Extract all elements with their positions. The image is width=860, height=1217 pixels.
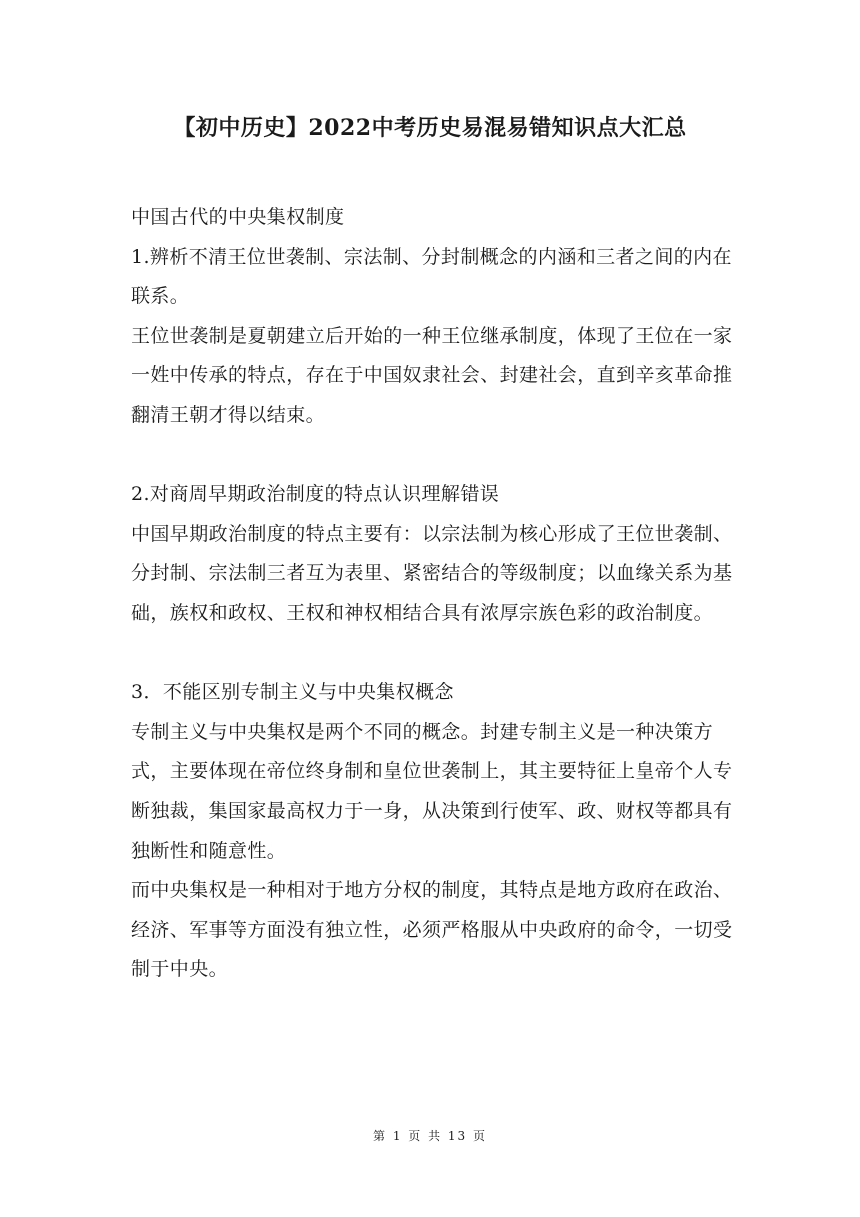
document-body — [131, 198, 741, 990]
paragraph-spacer — [131, 436, 741, 476]
document-title: 【初中历史】2022中考历史易混易错知识点大汇总 — [173, 115, 687, 141]
item3-heading: 3．不能区别专制主义与中央集权概念 — [131, 681, 454, 704]
item3-body-1: 专制主义与中央集权是两个不同的概念。封建专制主义是一种决策方式，主要体现在帝位终身制和皇位世袭制上，其主要特征上皇帝个人专断独裁，集国家最高权力于一身，从决策到行使军、政、财权等都具有独断性和随意性。 — [131, 720, 733, 862]
item2-body: 中国早期政治制度的特点主要有：以宗法制为核心形成了王位世袭制、分封制、宗法制三者互为表里、紧密结合的等级制度；以血缘关系为基础，族权和政权、王权和神权相结合具有浓厚宗族色彩的政治制度。 — [131, 522, 733, 624]
section-heading: 中国古代的中央集权制度 — [131, 206, 345, 228]
item2-heading: 2.对商周早期政治制度的特点认识理解错误 — [131, 483, 500, 506]
page-footer: 第 1 页 共 13 页 — [373, 1129, 487, 1143]
item3-body-2: 而中央集权是一种相对于地方分权的制度，其特点是地方政府在政治、经济、军事等方面没有独立性，必须严格服从中央政府的命令，一切受制于中央。 — [131, 879, 733, 981]
paragraph-spacer — [131, 634, 741, 674]
item1-body: 王位世袭制是夏朝建立后开始的一种王位继承制度，体现了王位在一家一姓中传承的特点，存在于中国奴隶社会、封建社会，直到辛亥革命推翻清王朝才得以结束。 — [131, 324, 733, 426]
item1-heading: 1.辨析不清王位世袭制、宗法制、分封制概念的内涵和三者之间的内在联系。 — [131, 245, 732, 308]
